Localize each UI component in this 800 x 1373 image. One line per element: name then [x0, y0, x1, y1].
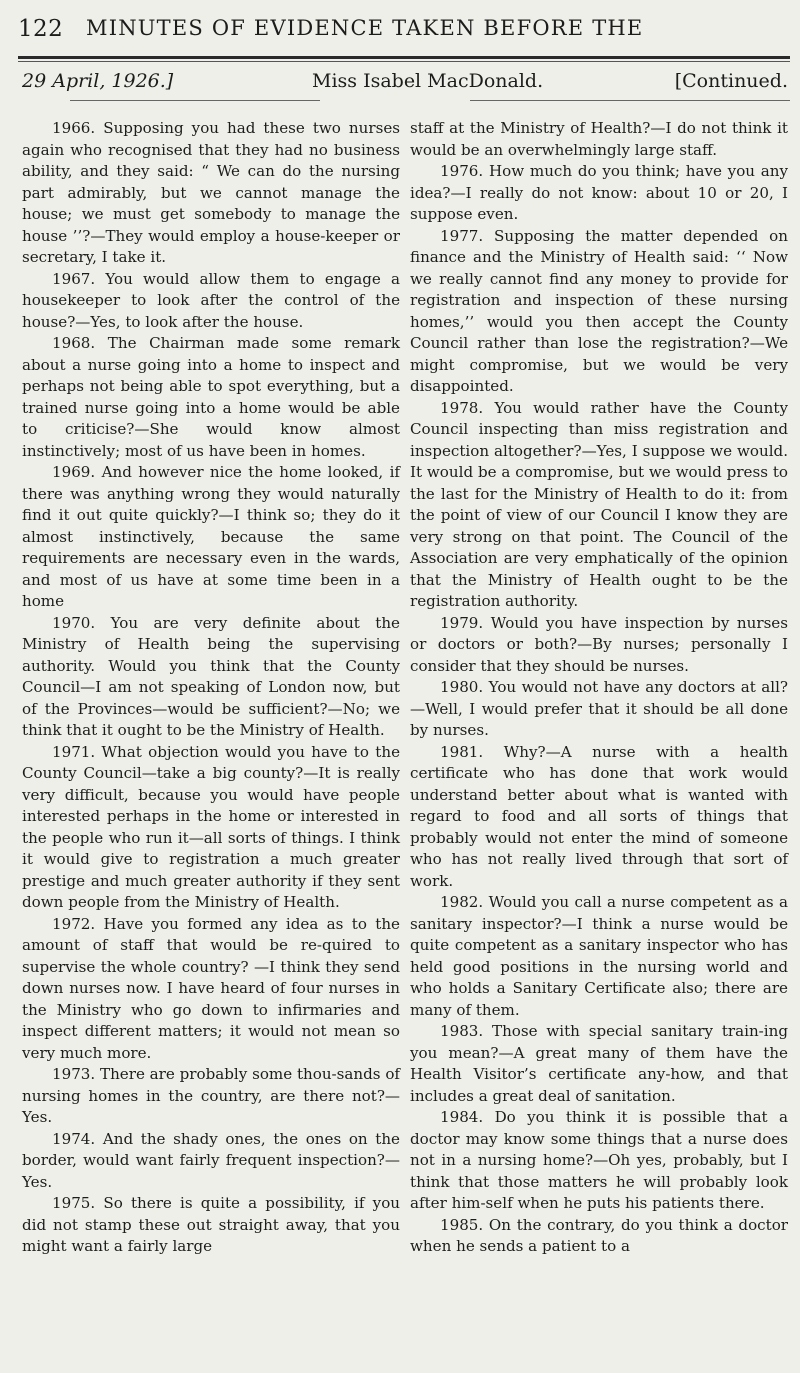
- question-paragraph: 1978. You would rather have the County Council inspecting than miss registration and inspection altogether?—Yes, I suppose we would. It would be a compromise, but we would press to the last for the Ministry of Health to do it: from the point of view of our Council I know they are very strong on that point. The Council of the Association are very emphatically of the opinion that the Ministry of Health ought to be the registration authority.: [410, 398, 788, 610]
- left-column-rule: [70, 100, 320, 101]
- continuation-paragraph: staff at the Ministry of Health?—I do not think it would be an overwhelmingly large staff.: [410, 119, 788, 159]
- question-paragraph: 1981. Why?—A nurse with a health certificate who has done that work would understand better about what is wanted with regard to food and all sorts of things that probably would not enter the mind of someone who has not really lived through that sort of work.: [410, 742, 788, 890]
- question-paragraph: 1971. What objection would you have to the County Council—take a big county?—It is really very difficult, because you would have people interested perhaps in the home or interested in the people who run it—all sorts of things. I think it would give to registration a much greater prestige and much greater authority if they sent down people from the Ministry of Health.: [22, 742, 400, 911]
- question-paragraph: 1984. Do you think it is possible that a doctor may know some things that a nurse does not in a nursing home?—Oh yes, probably, but I think that those matters he will probably look after him-self when he puts his patients there.: [410, 1108, 788, 1212]
- page-number: 122: [18, 16, 64, 42]
- question-paragraph: 1977. Supposing the matter depended on finance and the Ministry of Health said: ‘‘ Now we really cannot find any money to provide for registration and inspection of these nursing homes,’’ would you then accept the County Council rather than lose the registration?—We might compromise, but we would be very disappointed.: [410, 226, 788, 395]
- header-rule-thin: [18, 61, 790, 62]
- question-paragraph: 1968. The Chairman made some remark about a nurse going into a home to inspect and perhaps not being able to spot everything, but a trained nurse going into a home would be able to criticise?—She would know almost instinctively; most of us have been in homes.: [22, 334, 400, 460]
- right-column-rule: [470, 100, 790, 101]
- header-rule: [18, 56, 790, 59]
- question-paragraph: 1982. Would you call a nurse competent as a sanitary inspector?—I think a nurse would be quite competent as a sanitary inspector who has held good positions in the nursing world and who holds a Sanitary Certificate also; there are many of them.: [410, 893, 788, 1019]
- witness-name: Miss Isabel MacDonald.: [312, 70, 544, 92]
- question-paragraph: 1970. You are very definite about the Ministry of Health being the supervising authority. Would you think that the County Council—I am not speaking of London now, but of the Provinces—would be sufficient?—No; we think that it ought to be the Ministry of Health.: [22, 613, 400, 739]
- question-paragraph: 1980. You would not have any doctors at all?—Well, I would prefer that it should be all done by nurses.: [410, 678, 788, 739]
- question-paragraph: 1967. You would allow them to engage a housekeeper to look after the control of the house?—Yes, to look after the house.: [22, 269, 400, 331]
- question-paragraph: 1979. Would you have inspection by nurses or doctors or both?—By nurses; personally I consider that they should be nurses.: [410, 613, 788, 675]
- hearing-date: 29 April, 1926.]: [22, 70, 174, 92]
- right-column: [410, 118, 788, 1258]
- question-paragraph: 1969. And however nice the home looked, if there was anything wrong they would naturally find it out quite quickly?—I think so; they do it almost instinctively, because the same requirements are necessary even in the wards, and most of us have at some time been in a home: [22, 463, 400, 610]
- running-title: MINUTES OF EVIDENCE TAKEN BEFORE THE: [86, 16, 644, 40]
- question-paragraph: 1966. Supposing you had these two nurses again who recognised that they had no business ability, and they said: “ We can do the nursing part admirably, but we cannot manage the house; we must get somebody to manage the house ’’?—They would employ a house-keeper or secretary, I take it.: [22, 119, 400, 266]
- question-paragraph: 1976. How much do you think; have you any idea?—I really do not know: about 10 or 20, I suppose even.: [410, 162, 788, 223]
- question-paragraph: 1975. So there is quite a possibility, if you did not stamp these out straight away, that you might want a fairly large: [22, 1194, 400, 1255]
- question-paragraph: 1972. Have you formed any idea as to the amount of staff that would be re-quired to supervise the whole country? —I think they send down nurses now. I have heard of four nurses in the Ministry who go down to infirmaries and inspect different matters; it would not mean so very much more.: [22, 914, 400, 1062]
- left-column: [22, 118, 400, 1258]
- question-paragraph: 1974. And the shady ones, the ones on the border, would want fairly frequent inspection?—Yes.: [22, 1129, 400, 1191]
- sub-header: [22, 66, 788, 100]
- question-paragraph: 1985. On the contrary, do you think a doctor when he sends a patient to a: [410, 1215, 788, 1255]
- running-header: [18, 16, 790, 52]
- question-paragraph: 1983. Those with special sanitary train-ing you mean?—A great many of them have the Health Visitor’s certificate any-how, and that includes a great deal of sanitation.: [410, 1022, 788, 1105]
- question-paragraph: 1973. There are probably some thou-sands of nursing homes in the country, are there not?—Yes.: [22, 1065, 400, 1126]
- continued-label: [Continued.: [674, 70, 788, 92]
